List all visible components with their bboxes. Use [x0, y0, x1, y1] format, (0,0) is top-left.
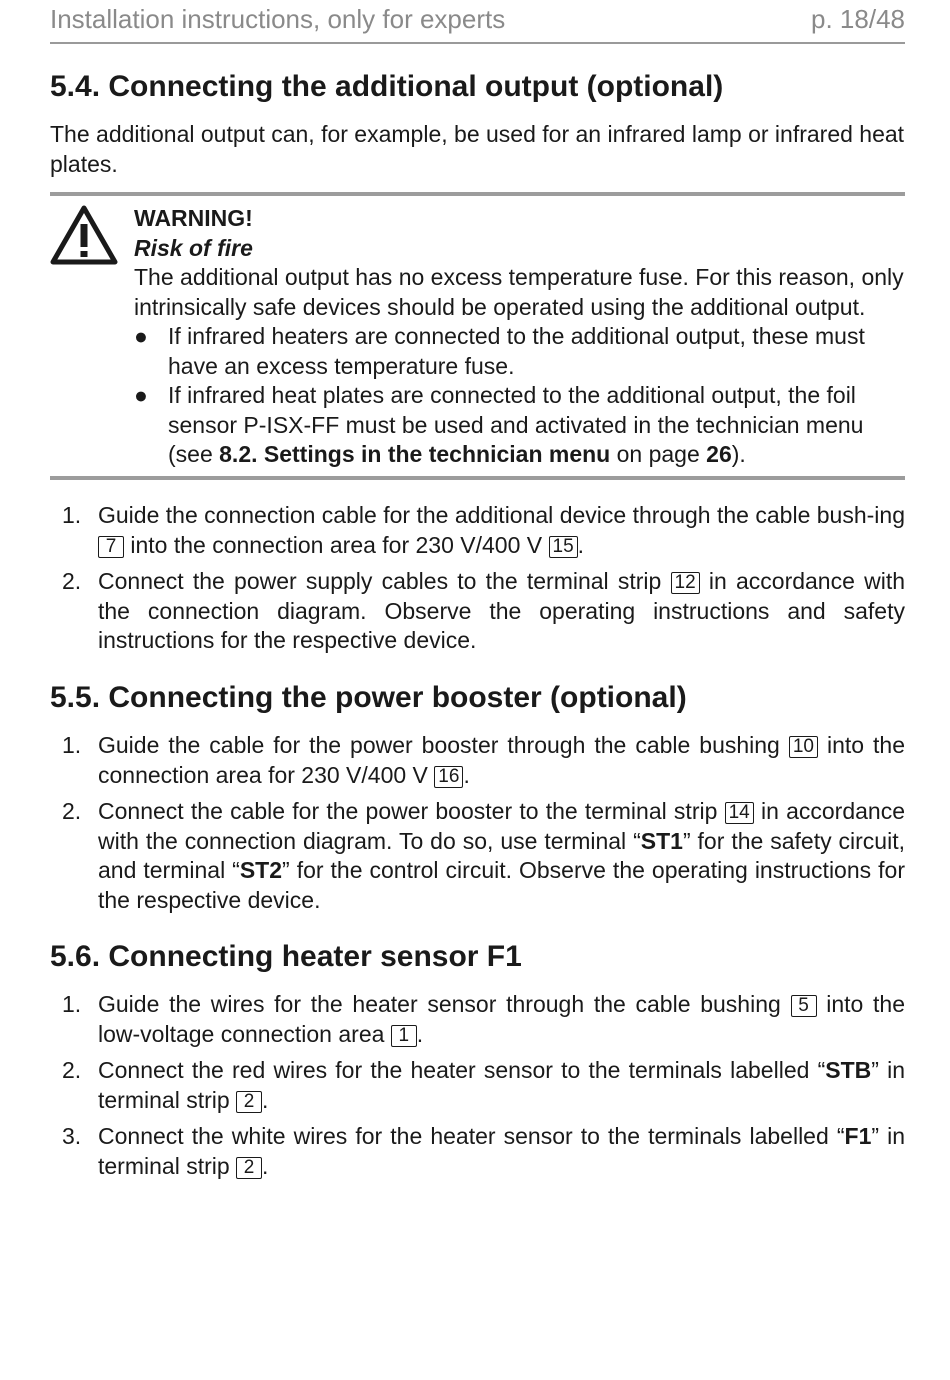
- step-number: 2.: [62, 1057, 82, 1083]
- step-number: 1.: [62, 732, 82, 758]
- bullet-text-part: If infrared heat plates are connected to the additional output, the foil sensor P-ISX-FF must be used and activated in the technician menu (see: [168, 382, 864, 467]
- component-ref-box: 7: [98, 536, 124, 558]
- component-ref-box: 2: [236, 1091, 262, 1113]
- component-ref-box: 15: [549, 536, 578, 558]
- warning-subtitle: Risk of fire: [134, 234, 253, 261]
- step-text: Connect the power supply cables to the terminal strip: [98, 568, 671, 594]
- step-text: .: [262, 1152, 269, 1179]
- step-number: 1.: [62, 502, 82, 528]
- page-header: [50, 2, 905, 44]
- bullet-text-part: on page: [610, 441, 707, 467]
- section-heading-5-5: 5.5. Connecting the power booster (optional): [50, 681, 687, 714]
- step-text: ” for the safety circuit, and terminal “: [98, 827, 905, 883]
- step-item: [50, 731, 905, 790]
- step-text: Guide the wires for the heater sensor through the cable bushing: [98, 991, 791, 1017]
- step-text: .: [463, 761, 470, 788]
- step-text: Guide the cable for the power booster through the cable bushing: [98, 732, 789, 758]
- step-number: 3.: [62, 1123, 82, 1149]
- step-text: into the low-voltage connection area: [98, 991, 906, 1047]
- step-number: 2.: [62, 798, 82, 824]
- section-heading-5-6: 5.6. Connecting heater sensor F1: [50, 940, 522, 973]
- warning-content: [134, 204, 905, 470]
- steps-list-5-4: [50, 501, 905, 663]
- step-item: [50, 1122, 905, 1181]
- warning-triangle-icon: [50, 204, 118, 266]
- step-item: [50, 501, 905, 560]
- step-text: Connect the white wires for the heater sensor to the terminals labelled “: [98, 1123, 845, 1149]
- warning-bullet: [134, 381, 905, 470]
- component-ref-box: 10: [789, 736, 818, 758]
- step-item: [50, 990, 905, 1049]
- section-heading-5-4: 5.4. Connecting the additional output (optional): [50, 70, 724, 103]
- step-text: .: [416, 1020, 424, 1047]
- page-reference: 26: [706, 441, 732, 467]
- warning-box: [50, 192, 905, 480]
- bullet-dot: ●: [134, 323, 148, 349]
- step-text: into the connection area for 230 V/400 V: [124, 531, 549, 558]
- page-number: p. 18/48: [811, 4, 905, 34]
- step-text: in accordance with the connection diagram. Observe the operating instructions and safety instructions for the respective device.: [98, 568, 906, 653]
- component-ref-box: 5: [791, 995, 817, 1017]
- step-item: [50, 567, 905, 656]
- component-ref-box: 12: [671, 572, 700, 594]
- warning-title: WARNING!: [134, 205, 253, 231]
- terminal-label: F1: [844, 1123, 872, 1149]
- step-text: ” in terminal strip: [98, 1057, 905, 1113]
- header-title: Installation instructions, only for experts: [50, 4, 506, 34]
- step-text: .: [577, 531, 585, 558]
- step-item: [50, 1056, 905, 1115]
- warning-text: The additional output has no excess temperature fuse. For this reason, only intrinsically safe devices should be operated using the additional output.: [134, 264, 904, 320]
- step-text: .: [262, 1086, 269, 1113]
- step-number: 1.: [62, 991, 82, 1017]
- terminal-label: ST1: [640, 827, 683, 854]
- step-number: 2.: [62, 568, 82, 594]
- step-text: in accordance with the connection diagram. To do so, use terminal “: [98, 798, 905, 854]
- terminal-label: ST2: [239, 857, 283, 883]
- step-text: Guide the connection cable for the additional device through the cable bush-ing: [98, 502, 905, 528]
- component-ref-box: 16: [434, 766, 463, 788]
- steps-list-5-5: [50, 731, 905, 922]
- component-ref-box: 14: [725, 802, 754, 824]
- steps-list-5-6: [50, 990, 905, 1188]
- bullet-text: If infrared heaters are connected to the additional output, these must have an excess temperature fuse.: [168, 323, 865, 379]
- step-text: ” for the control circuit. Observe the operating instructions for the respective device.: [98, 857, 905, 913]
- bullet-text-part: ).: [731, 441, 746, 467]
- step-text: Connect the cable for the power booster to the terminal strip: [98, 798, 725, 824]
- component-ref-box: 2: [236, 1157, 262, 1179]
- section-intro: The additional output can, for example, be used for an infrared lamp or infrared heat plates.: [50, 121, 905, 177]
- step-text: into the connection area for 230 V/400 V: [98, 732, 906, 788]
- step-text: Connect the red wires for the heater sensor to the terminals labelled “: [98, 1057, 826, 1083]
- component-ref-box: 1: [391, 1025, 417, 1047]
- cross-reference-link[interactable]: 8.2. Settings in the technician menu: [219, 441, 611, 467]
- bullet-dot: ●: [134, 382, 148, 408]
- warning-bullet: [134, 322, 905, 381]
- step-text: ” in terminal strip: [98, 1123, 906, 1179]
- terminal-label: STB: [825, 1057, 872, 1083]
- step-item: [50, 797, 905, 915]
